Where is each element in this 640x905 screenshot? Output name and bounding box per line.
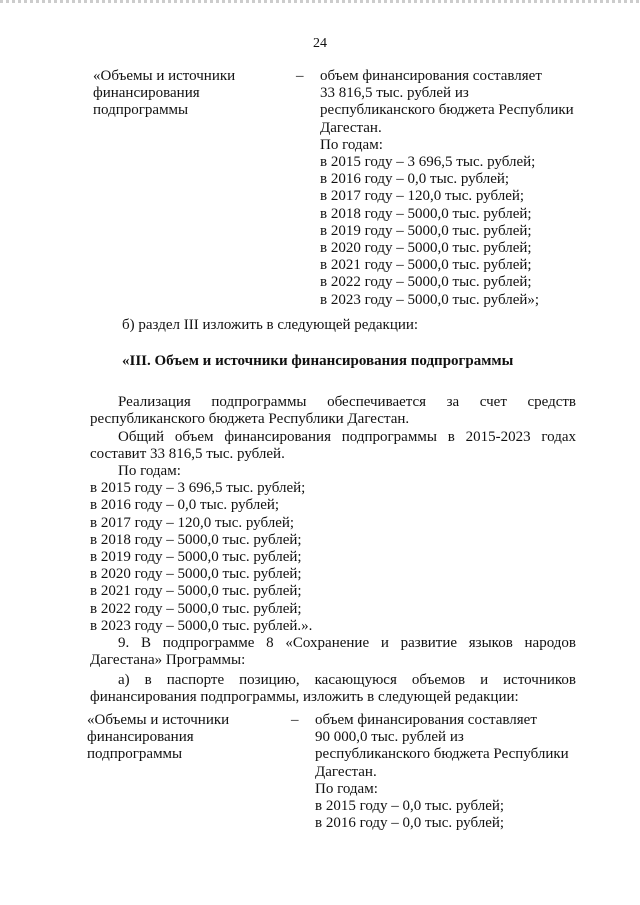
value-line: Дагестан. [315,763,377,780]
paragraph-total-volume [90,429,576,463]
years-list-item: в 2015 году – 3 696,5 тыс. рублей; [90,480,306,497]
value-line: в 2022 году – 5000,0 тыс. рублей; [320,274,532,291]
passport-label-1 [93,68,283,120]
label-line: подпрограммы [87,746,183,763]
paragraph-funding-source [90,394,576,428]
paragraph-line: составит 33 816,5 тыс. рублей. [90,446,285,463]
paragraph-line: а) в паспорте позицию, касающуюся объемов и источников [118,672,576,688]
value-line: в 2016 году – 0,0 тыс. рублей; [315,815,505,832]
paragraph-line: Дагестана» Программы: [90,652,246,669]
value-line: 33 816,5 тыс. рублей из [320,85,469,102]
label-line: подпрограммы [93,102,189,119]
years-list-item: в 2017 году – 120,0 тыс. рублей; [90,514,295,531]
section-b-instruction: б) раздел III изложить в следующей редакции: [122,317,419,333]
value-line: в 2015 году – 0,0 тыс. рублей; [315,798,505,815]
value-line: в 2018 году – 5000,0 тыс. рублей; [320,205,532,222]
value-line: в 2019 году – 5000,0 тыс. рублей; [320,222,532,239]
years-list-item: По годам: [118,463,181,479]
years-list-item: в 2022 году – 5000,0 тыс. рублей; [90,600,302,617]
label-line: «Объемы и источники [93,68,236,84]
paragraph-line: финансирования подпрограммы, изложить в следующей редакции: [90,689,519,706]
label-line: «Объемы и источники [87,712,230,728]
value-line: республиканского бюджета Республики [315,746,569,763]
page-number: 24 [313,36,327,51]
scan-top-edge [0,0,640,3]
label-line: финансирования [93,85,200,102]
value-line: в 2021 году – 5000,0 тыс. рублей; [320,257,532,274]
years-list-item: в 2016 году – 0,0 тыс. рублей; [90,497,280,514]
years-list [90,463,576,635]
passport-value-2 [315,712,585,832]
value-line: Дагестан. [320,119,382,136]
paragraph-line: Общий объем финансирования подпрограммы в 2015-2023 годах [118,429,576,445]
years-list-item: в 2021 году – 5000,0 тыс. рублей; [90,583,302,600]
paragraph-line: 9. В подпрограмме 8 «Сохранение и развитие языков народов [118,635,576,651]
years-list-item: в 2023 году – 5000,0 тыс. рублей.». [90,617,313,634]
years-list-item: в 2019 году – 5000,0 тыс. рублей; [90,549,302,566]
years-list-item: в 2018 году – 5000,0 тыс. рублей; [90,531,302,548]
value-line: в 2016 году – 0,0 тыс. рублей; [320,171,510,188]
paragraph-line: республиканского бюджета Республики Дагестан. [90,411,410,428]
value-line: в 2020 году – 5000,0 тыс. рублей; [320,240,532,257]
passport-label-2 [87,712,277,764]
section-heading: «III. Объем и источники финансирования подпрограммы [122,353,514,369]
value-line: в 2017 году – 120,0 тыс. рублей; [320,188,525,205]
value-line: в 2015 году – 3 696,5 тыс. рублей; [320,154,536,171]
passport-dash-1: – [296,68,304,84]
value-line: объем финансирования составляет [320,68,542,84]
value-line: 90 000,0 тыс. рублей из [315,729,464,746]
years-list-item: в 2020 году – 5000,0 тыс. рублей; [90,566,302,583]
value-line: в 2023 году – 5000,0 тыс. рублей»; [320,291,540,308]
paragraph-line: Реализация подпрограммы обеспечивается за счет средств [118,394,576,410]
passport-dash-2: – [291,712,299,728]
value-line: объем финансирования составляет [315,712,537,728]
label-line: финансирования [87,729,194,746]
value-line: республиканского бюджета Республики [320,102,574,119]
value-line: По годам: [315,780,378,797]
value-line: По годам: [320,136,383,153]
passport-value-1 [320,68,590,309]
paragraph-item-9 [90,635,576,669]
paragraph-instruction-a [90,672,576,706]
